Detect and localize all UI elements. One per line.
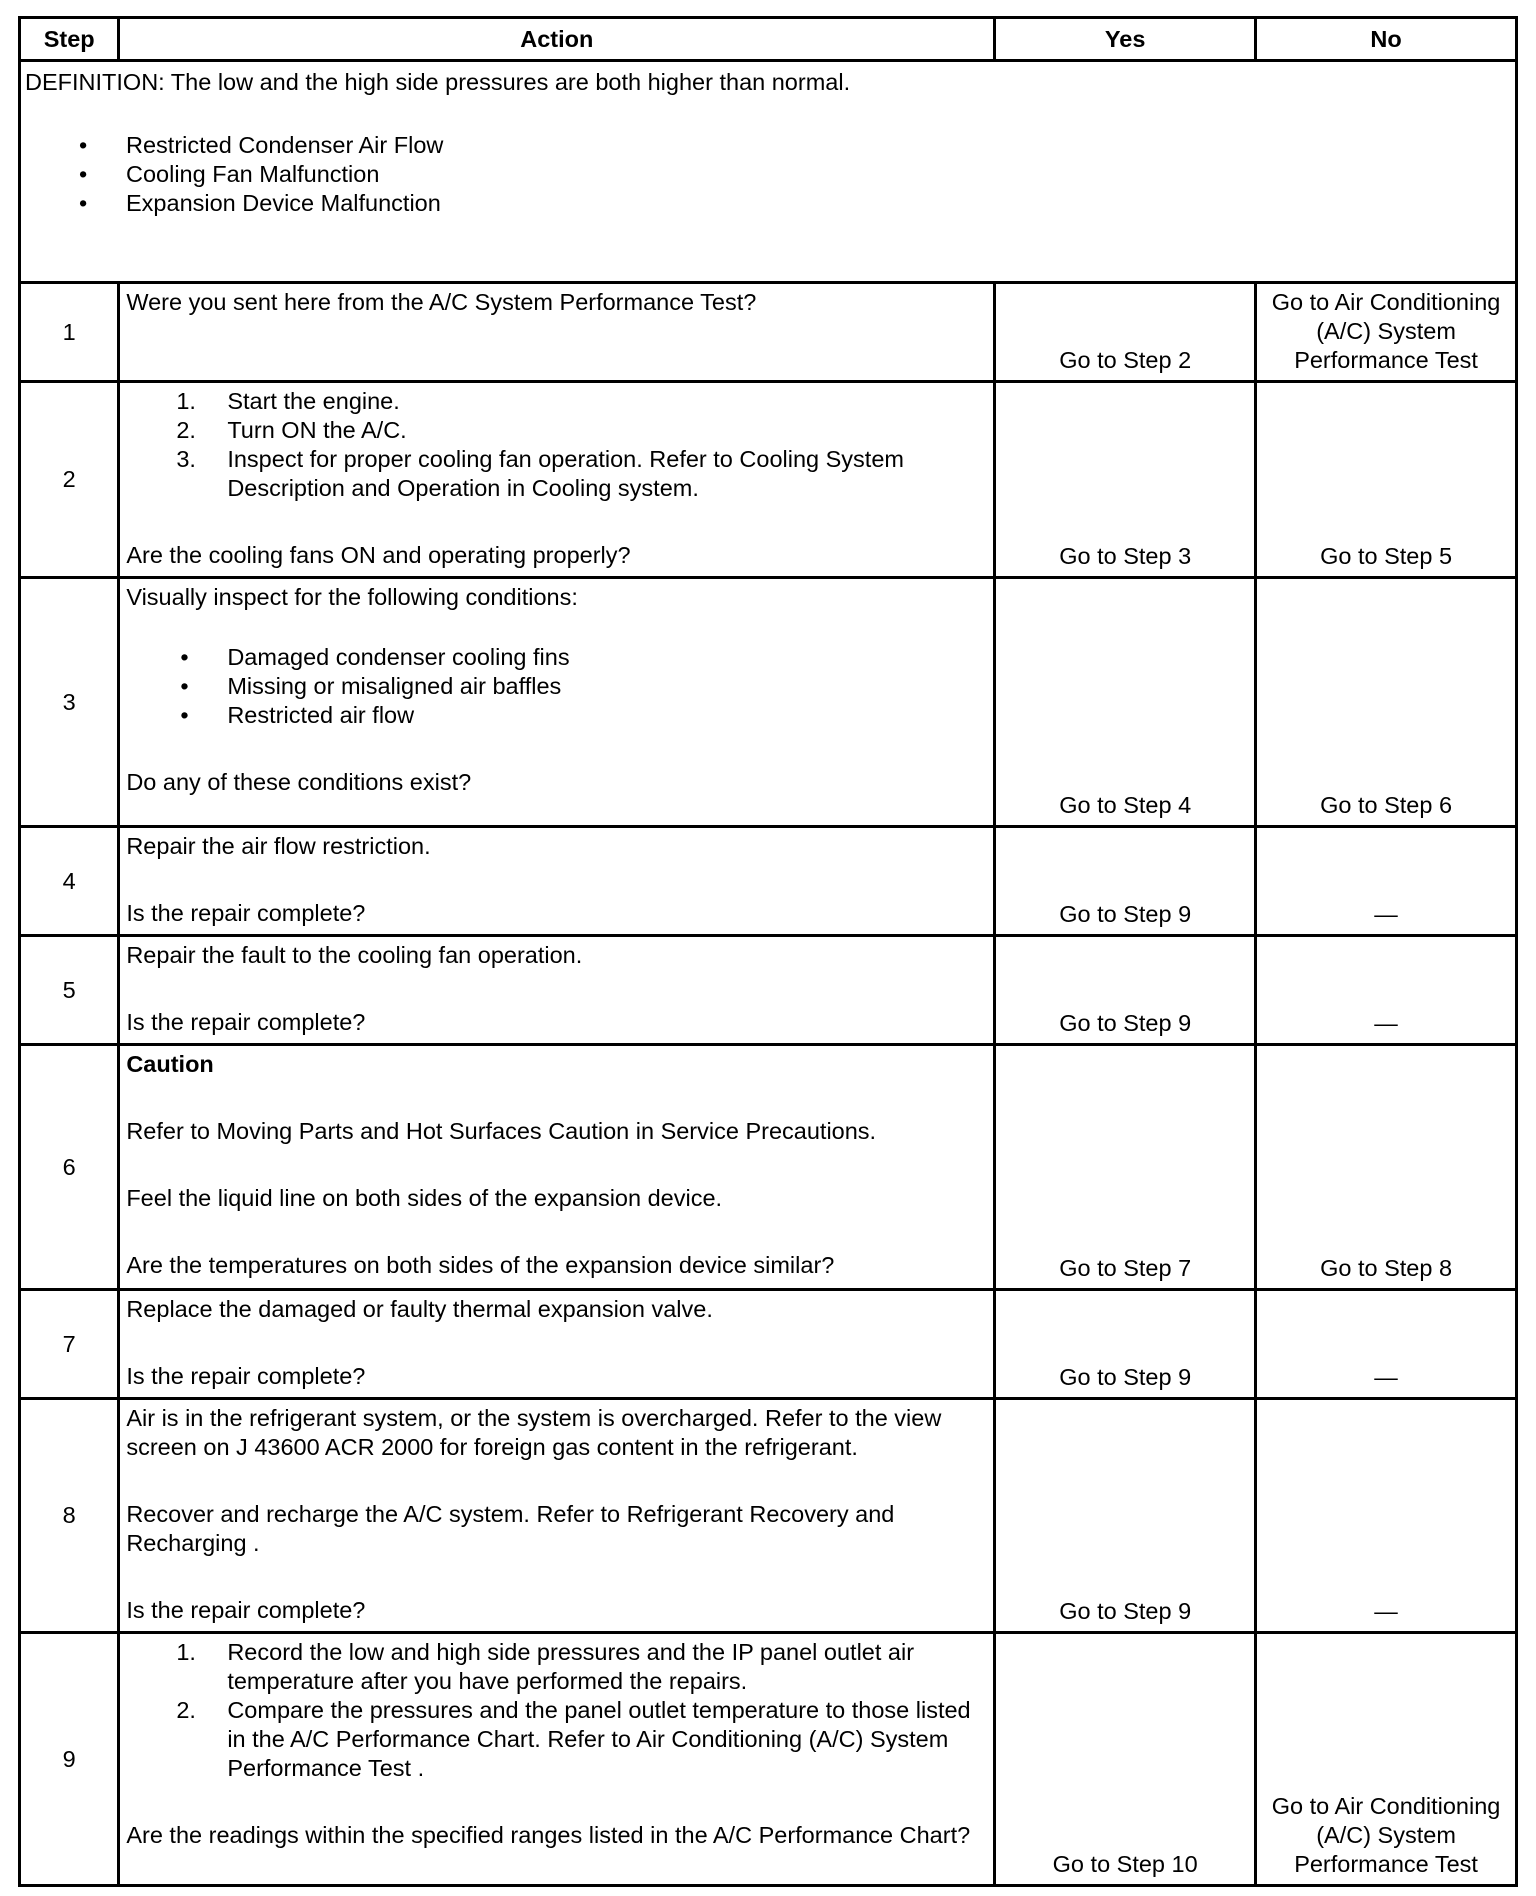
step-number: 8 bbox=[20, 1399, 119, 1633]
instruction-item: Inspect for proper cooling fan operation. Refer to Cooling System Description and Operation in Cooling system. bbox=[227, 446, 904, 501]
step-action: Replace the damaged or faulty thermal expansion valve. bbox=[126, 1296, 713, 1322]
header-no: No bbox=[1256, 18, 1517, 61]
caution-text: Refer to Moving Parts and Hot Surfaces Caution in Service Precautions. bbox=[126, 1118, 877, 1144]
condition-item: • Missing or misaligned air baffles bbox=[126, 672, 987, 701]
step-action: Feel the liquid line on both sides of the expansion device. bbox=[126, 1185, 723, 1211]
step-action: Repair the air flow restriction. bbox=[126, 833, 431, 859]
step-number: 2 bbox=[20, 382, 119, 578]
step-action: Air is in the refrigerant system, or the system is overcharged. Refer to the view screen on J 43600 ACR 2000 for foreign gas content in the refrigerant. bbox=[126, 1405, 942, 1460]
step-number: 9 bbox=[20, 1633, 119, 1886]
step-number: 6 bbox=[20, 1045, 119, 1290]
yes-result: Go to Step 10 bbox=[995, 1633, 1256, 1886]
yes-result: Go to Step 7 bbox=[995, 1045, 1256, 1290]
cause-item: • Restricted Condenser Air Flow bbox=[25, 131, 1511, 160]
definition-row bbox=[20, 61, 1517, 283]
no-result: Go to Air Conditioning (A/C) System Performance Test bbox=[1256, 1633, 1517, 1886]
condition-list bbox=[126, 643, 987, 730]
header-step: Step bbox=[20, 18, 119, 61]
yes-result: Go to Step 4 bbox=[995, 578, 1256, 827]
yes-result: Go to Step 9 bbox=[995, 936, 1256, 1045]
yes-result: Go to Step 2 bbox=[995, 283, 1256, 382]
table-row bbox=[20, 1290, 1517, 1399]
header-row bbox=[20, 18, 1517, 61]
table-row bbox=[20, 936, 1517, 1045]
step-number: 1 bbox=[20, 283, 119, 382]
step-action: Repair the fault to the cooling fan operation. bbox=[126, 942, 583, 968]
no-result: — bbox=[1256, 1290, 1517, 1399]
condition-item: • Damaged condenser cooling fins bbox=[126, 643, 987, 672]
instruction-item: Turn ON the A/C. bbox=[227, 417, 407, 443]
diagnostic-table bbox=[18, 16, 1518, 1887]
no-result: — bbox=[1256, 936, 1517, 1045]
step-question: Are the cooling fans ON and operating properly? bbox=[126, 542, 631, 568]
table-row bbox=[20, 827, 1517, 936]
table-row bbox=[20, 1045, 1517, 1290]
no-result: Go to Step 8 bbox=[1256, 1045, 1517, 1290]
yes-result: Go to Step 9 bbox=[995, 827, 1256, 936]
yes-result: Go to Step 3 bbox=[995, 382, 1256, 578]
step-number: 5 bbox=[20, 936, 119, 1045]
step-instructions: 1. Record the low and high side pressures and the IP panel outlet air temperature after you have performed the repairs. 2. Compare the pressures and the panel outlet temperature to those listed in the A/C Performance Chart. Refer to Air Conditioning (A/C) System Performance Test . bbox=[176, 1639, 971, 1781]
table-row bbox=[20, 1399, 1517, 1633]
instruction-item: Compare the pressures and the panel outlet temperature to those listed in the A/C Performance Chart. Refer to Air Conditioning (A/C) System Performance Test . bbox=[227, 1697, 971, 1781]
yes-result: Go to Step 9 bbox=[995, 1399, 1256, 1633]
step-question: Are the readings within the specified ranges listed in the A/C Performance Chart? bbox=[126, 1822, 971, 1848]
table-row bbox=[20, 578, 1517, 827]
step-question: Are the temperatures on both sides of the expansion device similar? bbox=[126, 1252, 835, 1278]
step-number: 4 bbox=[20, 827, 119, 936]
cause-item: • Expansion Device Malfunction bbox=[25, 189, 1511, 218]
caution-heading: Caution bbox=[126, 1051, 214, 1077]
step-question: Is the repair complete? bbox=[126, 1597, 366, 1623]
header-yes: Yes bbox=[995, 18, 1256, 61]
header-action: Action bbox=[119, 18, 995, 61]
step-number: 7 bbox=[20, 1290, 119, 1399]
no-result: — bbox=[1256, 827, 1517, 936]
no-result: Go to Step 5 bbox=[1256, 382, 1517, 578]
no-result: Go to Step 6 bbox=[1256, 578, 1517, 827]
step-number: 3 bbox=[20, 578, 119, 827]
definition-text: DEFINITION: The low and the high side pressures are both higher than normal. bbox=[25, 69, 851, 95]
step-question: Were you sent here from the A/C System Performance Test? bbox=[126, 289, 757, 315]
step-question: Is the repair complete? bbox=[126, 1363, 366, 1389]
condition-item: • Restricted air flow bbox=[126, 701, 987, 730]
table-row bbox=[20, 382, 1517, 578]
no-result: — bbox=[1256, 1399, 1517, 1633]
step-intro: Visually inspect for the following conditions: bbox=[126, 584, 578, 610]
step-action-2: Recover and recharge the A/C system. Refer to Refrigerant Recovery and Recharging . bbox=[126, 1501, 895, 1556]
step-question: Is the repair complete? bbox=[126, 1009, 366, 1035]
cause-list bbox=[25, 131, 1511, 218]
table-row bbox=[20, 283, 1517, 382]
yes-result: Go to Step 9 bbox=[995, 1290, 1256, 1399]
step-question: Do any of these conditions exist? bbox=[126, 769, 472, 795]
cause-item: • Cooling Fan Malfunction bbox=[25, 160, 1511, 189]
step-question: Is the repair complete? bbox=[126, 900, 366, 926]
table-row bbox=[20, 1633, 1517, 1886]
step-instructions: 1. Start the engine. 2. Turn ON the A/C. 3. Inspect for proper cooling fan operation. Refer to Cooling System Description and Operation in Cooling system. bbox=[176, 388, 904, 501]
instruction-item: Record the low and high side pressures and the IP panel outlet air temperature after you have performed the repairs. bbox=[227, 1639, 915, 1694]
no-result: Go to Air Conditioning (A/C) System Performance Test bbox=[1256, 283, 1517, 382]
instruction-item: Start the engine. bbox=[227, 388, 400, 414]
